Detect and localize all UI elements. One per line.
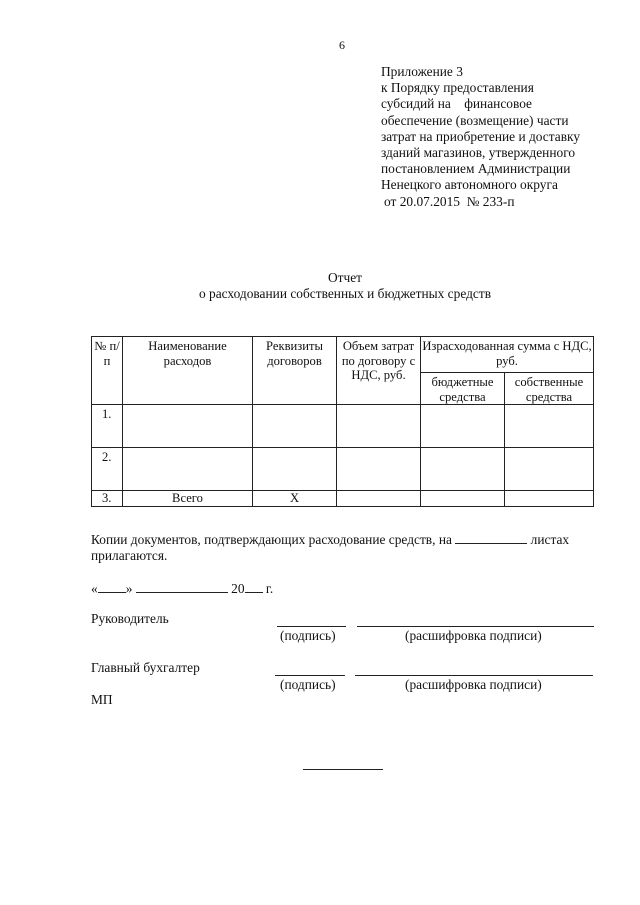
header-own: собственные средства — [505, 373, 594, 405]
accountant-label: Главный бухгалтер — [91, 660, 200, 675]
accountant-signature-caption: (подпись) — [280, 677, 336, 692]
date-open-quote: « — [91, 581, 98, 596]
row-volume — [337, 491, 421, 507]
row-num: 2. — [92, 448, 123, 491]
head-decoding-caption: (расшифровка подписи) — [405, 628, 542, 643]
bottom-rule — [303, 769, 383, 770]
row-name — [123, 405, 253, 448]
appendix-line: зданий магазинов, утвержденного — [381, 145, 576, 161]
appendix-line: обеспечение (возмещение) части — [381, 112, 569, 128]
row-budget — [421, 448, 505, 491]
day-blank[interactable] — [98, 581, 126, 593]
row-contracts: Х — [253, 491, 337, 507]
date-close-quote: » — [125, 581, 133, 596]
copies-text-after: листах прилагаются. — [91, 532, 570, 564]
date-line — [91, 581, 273, 597]
copies-text-before: Копии документов, подтверждающих расходование средств, на — [91, 532, 452, 547]
appendix-line: от 20.07.2015 № 233-п — [384, 193, 515, 209]
row-contracts — [253, 448, 337, 491]
row-budget — [421, 491, 505, 507]
header-name: Наименование расходов — [123, 337, 253, 405]
head-decoding-line[interactable] — [357, 626, 594, 627]
head-signature-caption: (подпись) — [280, 628, 336, 643]
appendix-block — [381, 64, 621, 210]
header-contracts: Реквизиты договоров — [253, 337, 337, 405]
appendix-line: Ненецкого автономного округа — [381, 177, 558, 193]
row-volume — [337, 448, 421, 491]
table-row-total — [92, 491, 594, 507]
report-subtitle: о расходовании собственных и бюджетных средств — [198, 286, 492, 302]
stamp-label: МП — [91, 692, 113, 707]
header-spent: Израсходованная сумма с НДС, руб. — [421, 337, 594, 373]
appendix-line: затрат на приобретение и доставку — [381, 128, 581, 144]
year-suffix: г. — [265, 581, 274, 596]
row-budget — [421, 405, 505, 448]
report-heading — [150, 270, 540, 302]
table-header-row — [92, 337, 594, 373]
row-name: Всего — [123, 491, 253, 507]
row-num: 3. — [92, 491, 123, 507]
appendix-line: к Порядку предоставления — [381, 80, 534, 96]
table-row — [92, 405, 594, 448]
appendix-line: Приложение 3 — [381, 64, 463, 79]
row-contracts — [253, 405, 337, 448]
page-number: 6 — [339, 38, 345, 52]
row-own — [505, 405, 594, 448]
year-blank[interactable] — [245, 581, 263, 593]
month-blank[interactable] — [136, 581, 228, 593]
row-own — [505, 448, 594, 491]
appendix-line: субсидий на финансовое — [381, 96, 532, 112]
header-budget: бюджетные средства — [421, 373, 505, 405]
accountant-decoding-caption: (расшифровка подписи) — [405, 677, 542, 692]
appendix-line: постановлением Администрации — [381, 161, 571, 177]
sheets-count-blank[interactable] — [455, 532, 527, 544]
report-title: Отчет — [327, 270, 363, 285]
row-num: 1. — [92, 405, 123, 448]
header-num: № п/п — [92, 337, 123, 405]
accountant-signature-line[interactable] — [275, 675, 345, 676]
head-label: Руководитель — [91, 611, 169, 626]
copies-paragraph — [91, 532, 597, 564]
year-prefix: 20 — [231, 581, 245, 596]
row-volume — [337, 405, 421, 448]
expenses-table — [91, 336, 594, 507]
row-name — [123, 448, 253, 491]
head-signature-line[interactable] — [277, 626, 346, 627]
table-row — [92, 448, 594, 491]
accountant-decoding-line[interactable] — [355, 675, 593, 676]
row-own — [505, 491, 594, 507]
header-volume: Объем затрат по договору с НДС, руб. — [337, 337, 421, 405]
